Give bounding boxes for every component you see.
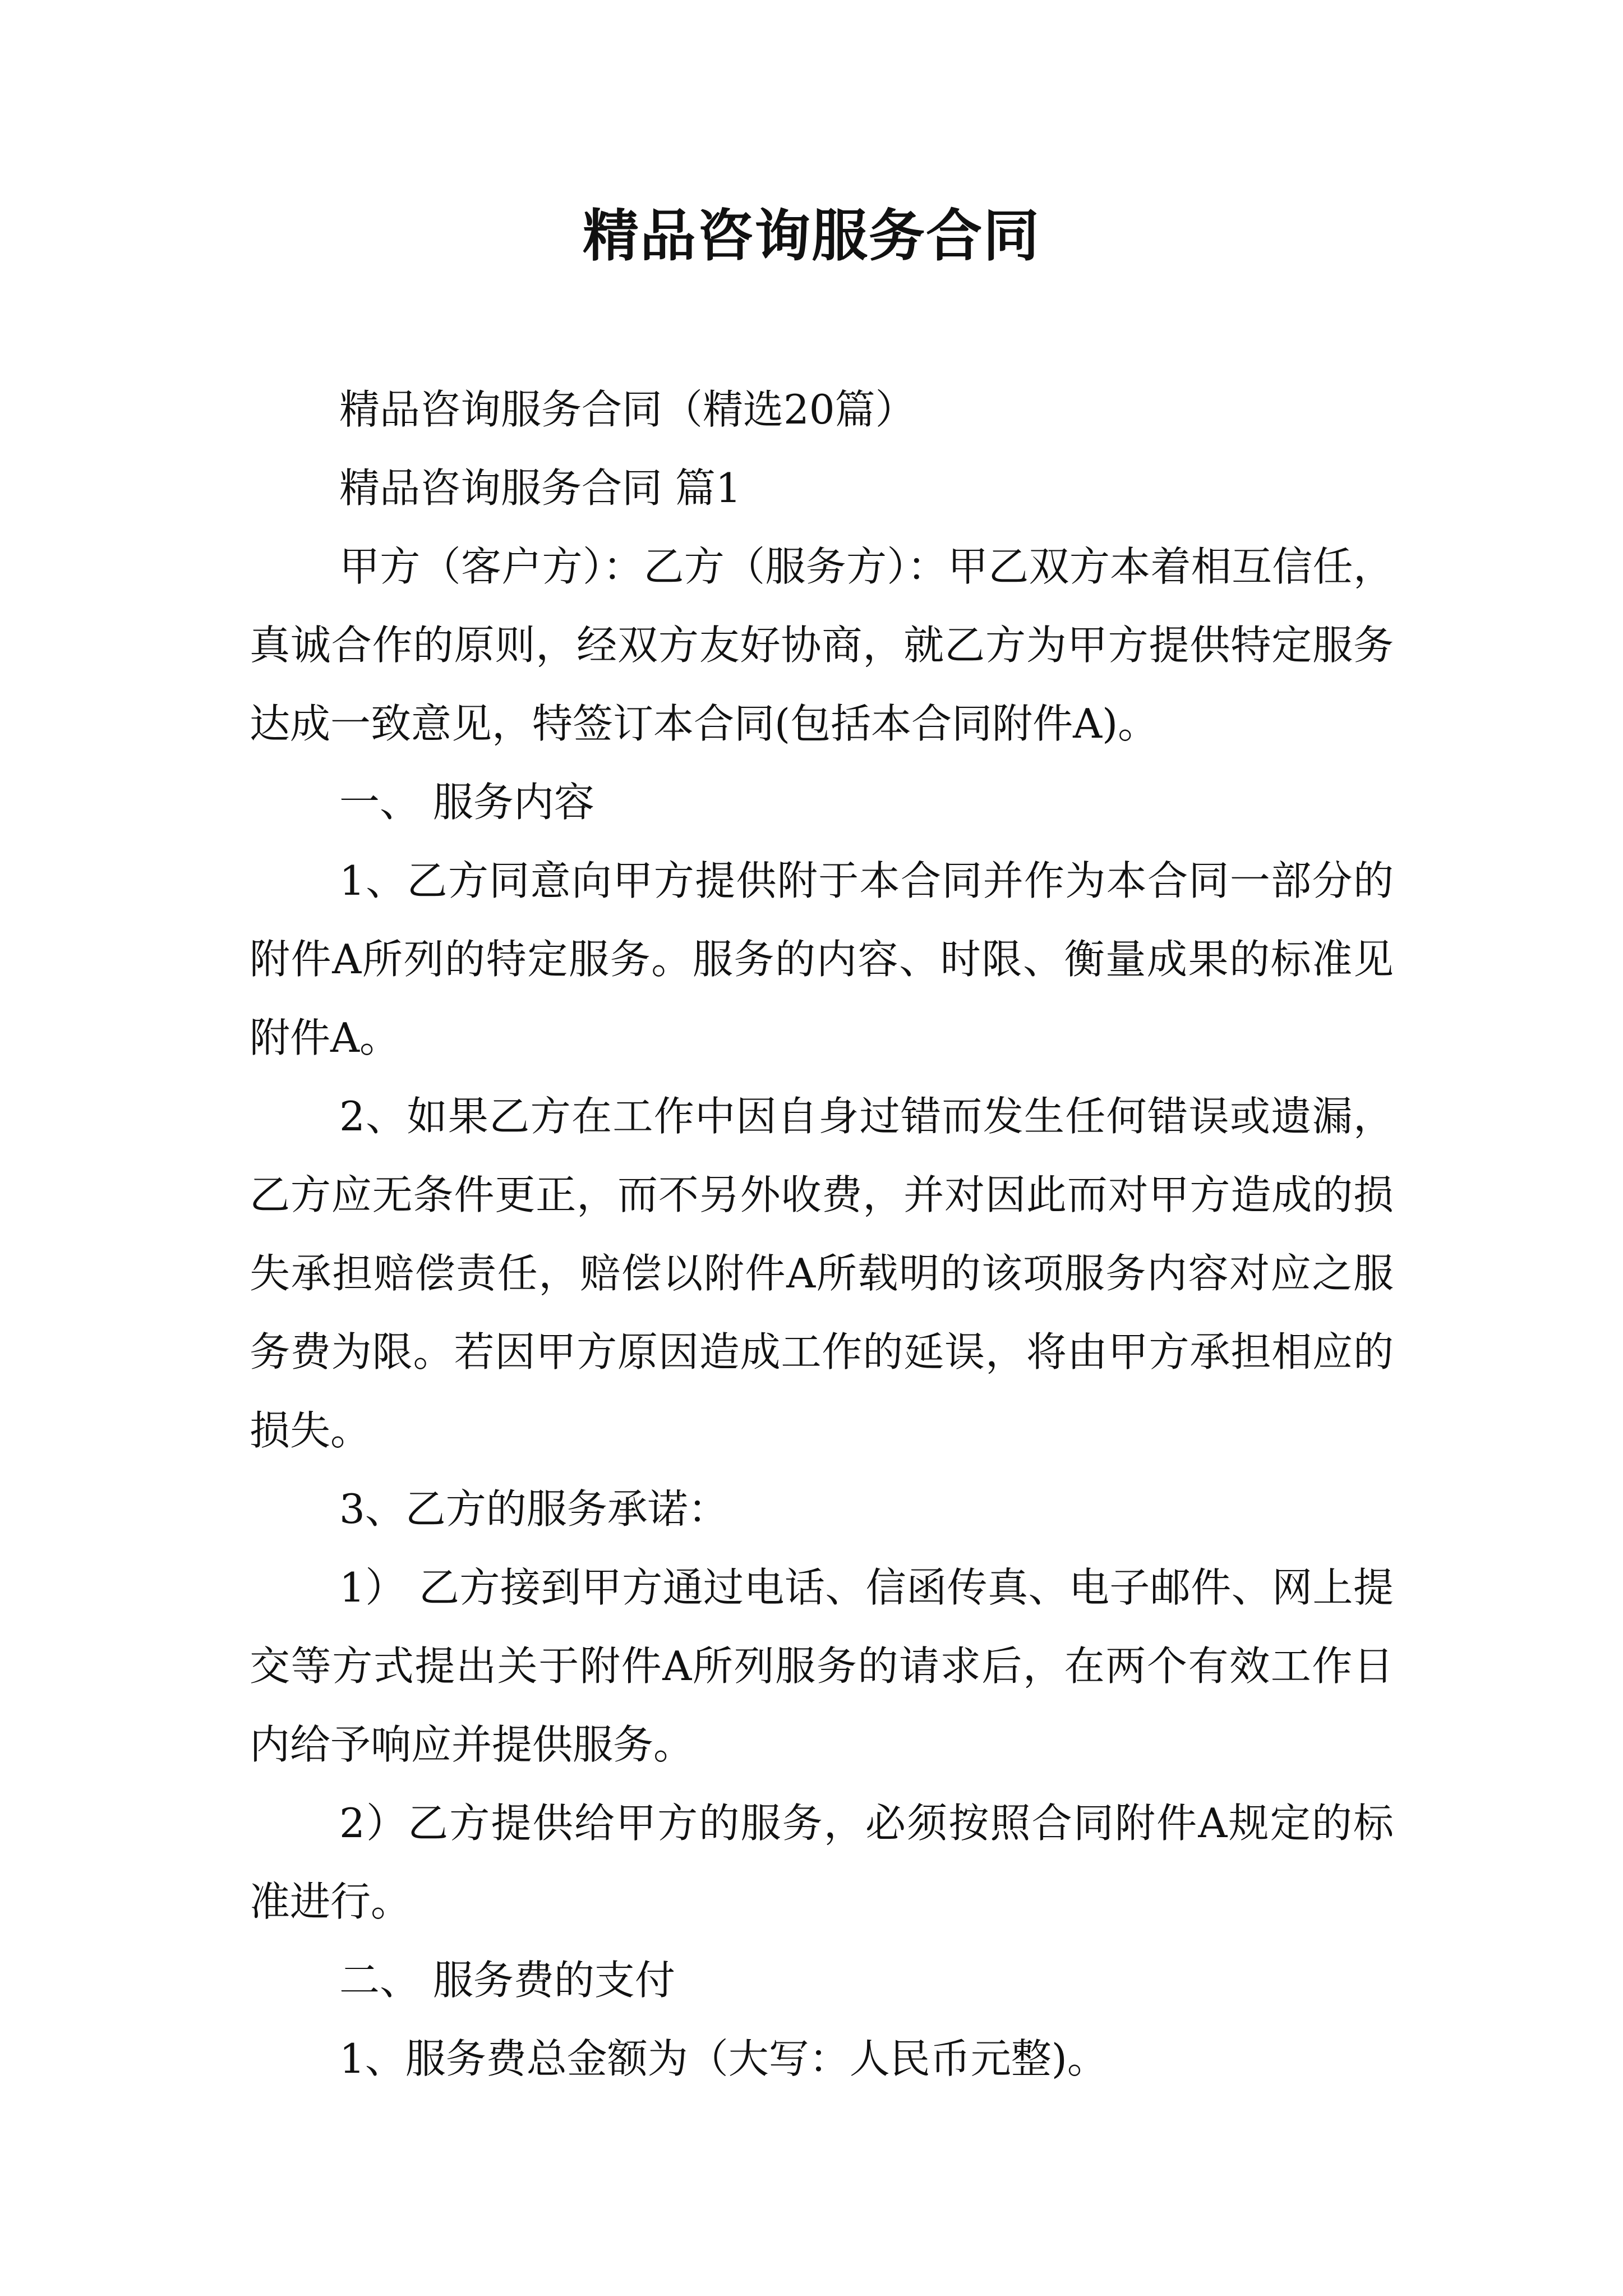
intro-paragraph: 甲方（客户方）：乙方（服务方）：甲乙双方本着相互信任，真诚合作的原则，经双方友好协商，就乙方为甲方提供特定服务达成一致意见，特签订本合同(包括本合同附件A)。 — [250, 543, 1394, 747]
clause-paragraph: 1、服务费总金额为（大写：人民币元整)。 — [339, 2035, 1108, 2082]
subtitle-paragraph: 精品咨询服务合同（精选20篇） — [339, 386, 916, 433]
clause-paragraph: 3、乙方的服务承诺： — [339, 1485, 728, 1533]
document-title: 精品咨询服务合同 — [583, 203, 1040, 269]
clause-paragraph: 1、乙方同意向甲方提供附于本合同并作为本合同一部分的附件A所列的特定服务。服务的内容、时限、衡量成果的标准见附件A。 — [250, 857, 1394, 1061]
document-body — [250, 370, 1394, 2098]
chapter-heading: 二、 服务费的支付 — [339, 1957, 675, 2004]
clause-paragraph: 1） 乙方接到甲方通过电话、信函传真、电子邮件、网上提交等方式提出关于附件A所列服务的请求后，在两个有效工作日内给予响应并提供服务。 — [250, 1564, 1394, 1768]
section-heading: 精品咨询服务合同 篇1 — [339, 464, 741, 512]
chapter-heading: 一、 服务内容 — [339, 779, 594, 826]
clause-paragraph: 2）乙方提供给甲方的服务，必须按照合同附件A规定的标准进行。 — [250, 1800, 1394, 1925]
clause-paragraph: 2、如果乙方在工作中因自身过错而发生任何错误或遗漏，乙方应无条件更正，而不另外收费，并对因此而对甲方造成的损失承担赔偿责任，赔偿以附件A所载明的该项服务内容对应之服务费为限。若因甲方原因造成工作的延误，将由甲方承担相应的损失。 — [250, 1093, 1394, 1454]
